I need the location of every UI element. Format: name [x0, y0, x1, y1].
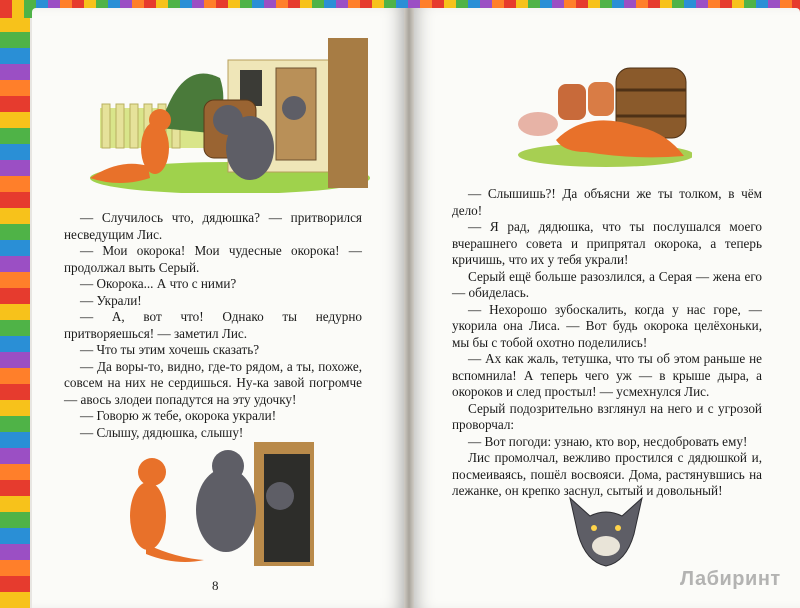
paragraph: — Слышишь?! Да объясни же ты толком, в чём дело! — [452, 186, 762, 218]
paragraph: — Говорю ж тебе, окорока украли! — [80, 408, 277, 423]
watermark: Лабиринт — [680, 568, 781, 590]
paragraph: — Ах как жаль, тетушка, что ты об этом раньше не вспомнила! А теперь чего уж — в крыше дыра, а окороков и след простыл! — усмехнулся Лис. — [452, 351, 762, 399]
paragraph: Лис промолчал, вежливо простился с дядюшкой и, посмеиваясь, пошёл восвояси. Дома, растянувшись на лежанке, он крепко заснул, сытый и довольный! — [452, 450, 762, 498]
sleeping-fox-illustration — [516, 60, 692, 170]
paragraph: Серый подозрительно взглянул на него и с угрозой проворчал: — [452, 400, 762, 432]
wolf-head-illustration — [566, 494, 646, 570]
paragraph: — А, вот что! Однако ты недурно притворяешься! — заметил Лис. — [64, 309, 362, 341]
paragraph: — Нехорошо зубоскалить, когда у нас горе, — укорила она Лиса. — Вот будь окорока целёхоньки, мы бы с тобой охотно поделились! — [452, 301, 762, 350]
paragraph: — Слышу, дядюшка, слышу! — [80, 424, 244, 440]
page-number: 8 — [212, 578, 219, 593]
paragraph: — Мои окорока! Мои чудесные окорока! — продолжал выть Серый. — [64, 243, 362, 275]
paragraph: — Я рад, дядюшка, что ты послушался моего вчерашнего совета и припрятал окорока, а теперь кричишь, что их у тебя украли! — [452, 219, 762, 267]
right-page-text — [452, 186, 762, 500]
book-gutter — [404, 8, 414, 608]
rainbow-border-left — [0, 0, 30, 608]
paragraph: — Вот погоди: узнаю, кто вор, несдобровать ему! — [468, 433, 748, 449]
fox-wolf-barn-illustration — [80, 38, 370, 193]
paragraph: — Что ты этим хочешь сказать? — [80, 342, 260, 357]
paragraph: — Окорока... А что с ними? — [80, 276, 237, 291]
paragraph: — Случилось что, дядюшка? — притворился несведущим Лис. — [64, 210, 362, 242]
paragraph: — Да воры-то, видно, где-то рядом, а ты, похоже, совсем на них не сердишься. Ну-ка завой погромче — авось злодеи попадутся на эту удочку! — [64, 358, 362, 407]
fox-and-wolves-illustration — [116, 440, 316, 570]
left-page-text — [64, 210, 362, 441]
paragraph: — Украли! — [80, 292, 142, 308]
paragraph: Серый ещё больше разозлился, а Серая — жена его — обиделась. — [452, 268, 762, 300]
